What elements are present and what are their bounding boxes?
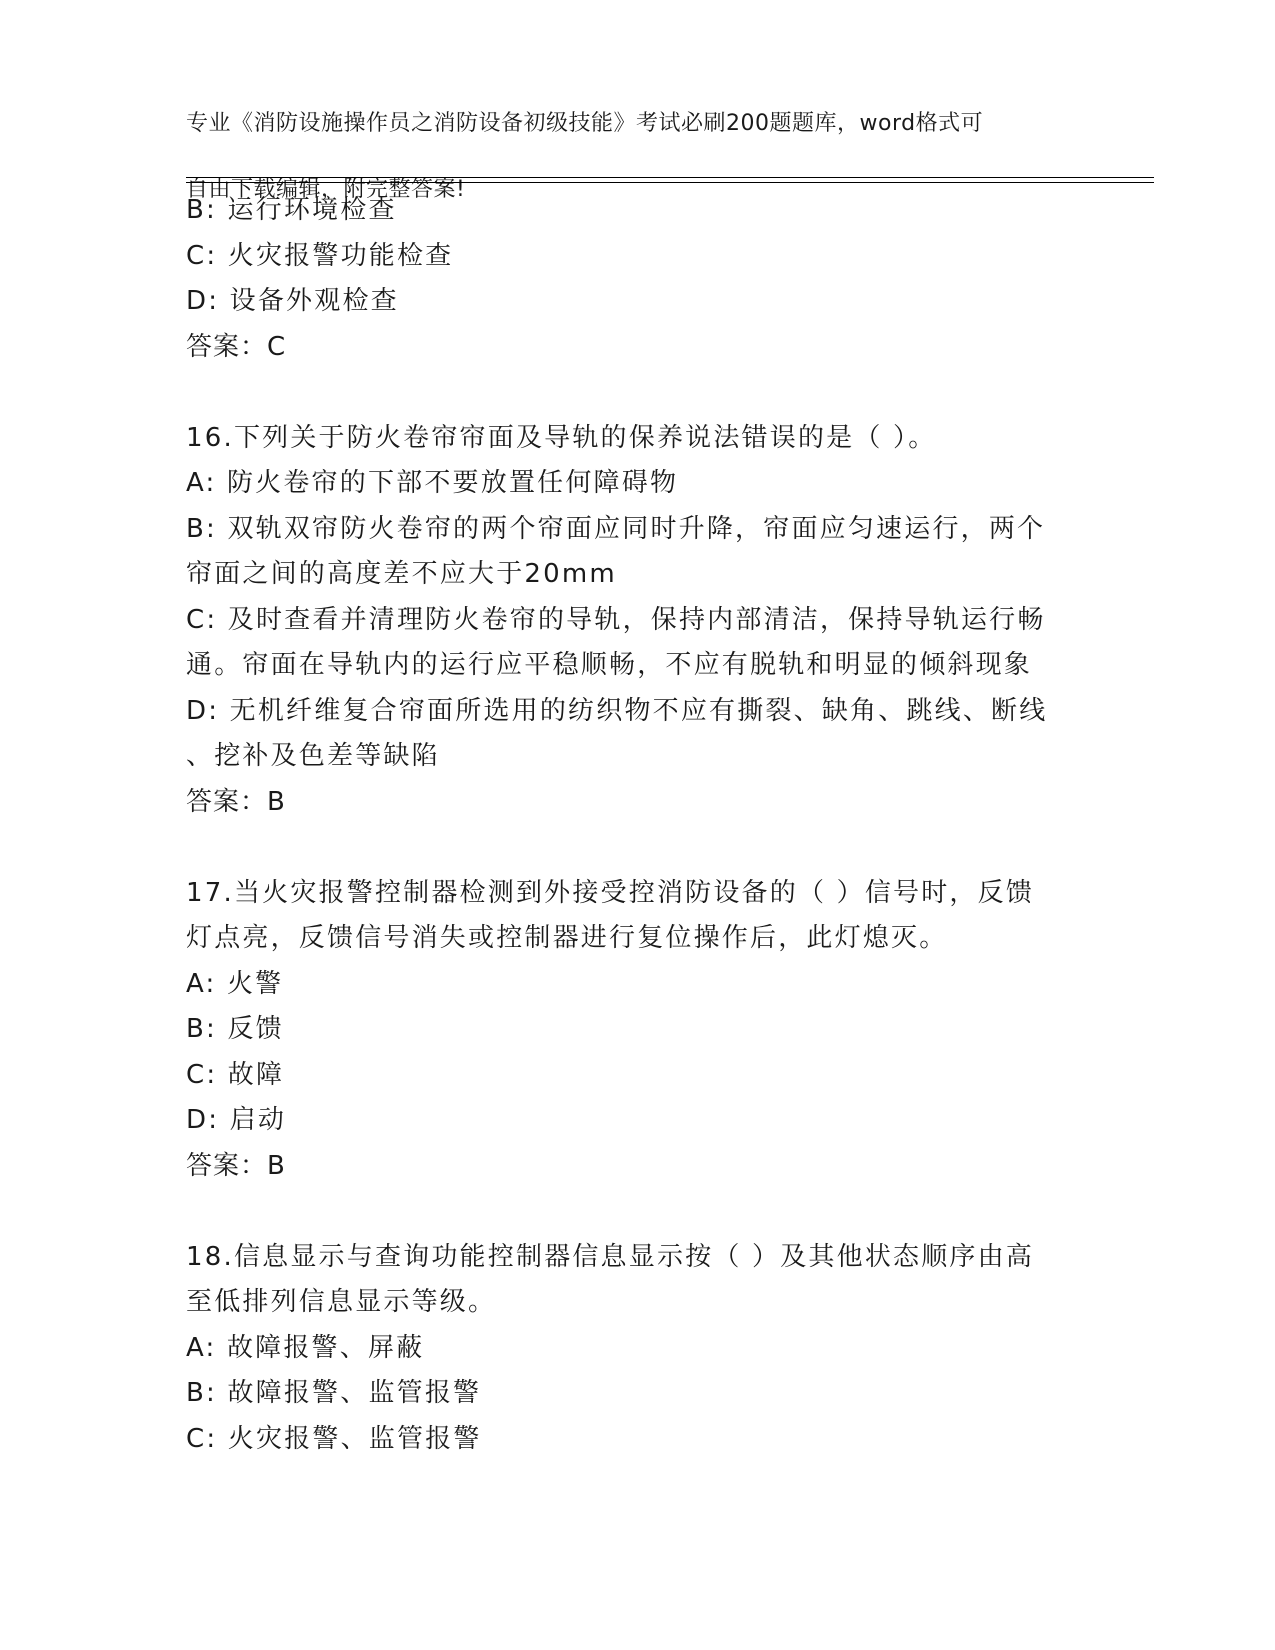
option-d-line-2: 、挖补及色差等缺陷 [186,741,440,771]
option-a: A: 防火卷帘的下部不要放置任何障碍物 [186,468,679,498]
option-a: A: 故障报警、屏蔽 [186,1332,425,1363]
header-rule-top [186,177,1154,178]
option-b: B: 运行环境检查 [186,195,397,225]
question-stem: 16.下列关于防火卷帘帘面及导轨的保养说法错误的是（ ）。 [186,422,937,453]
option-c: C: 火灾报警、监管报警 [186,1423,482,1454]
option-d: D: 启动 [186,1105,287,1135]
answer: 答案：B [186,786,286,817]
option-b-line-1: B: 双轨双帘防火卷帘的两个帘面应同时升降，帘面应匀速运行，两个 [186,513,1046,544]
answer: 答案：C [186,331,287,362]
option-d-line-1: D: 无机纤维复合帘面所选用的纺织物不应有撕裂、缺角、跳线、断线 [186,695,1048,726]
option-c: C: 火灾报警功能检查 [186,240,454,271]
option-b-line-2: 帘面之间的高度差不应大于20mm [186,559,617,589]
question-18 [186,1235,1086,1463]
header-line-1: 专业《消防设施操作员之消防设备初级技能》考试必刷200题题库，word格式可 [186,111,984,136]
option-b: B: 故障报警、监管报警 [186,1378,482,1408]
question-16 [186,416,1086,826]
question-list [186,188,1086,1462]
option-d: D: 设备外观检查 [186,286,399,316]
header-rule-bottom [186,182,1154,183]
question-15-tail [186,188,1086,370]
question-stem-line-1: 18.信息显示与查询功能控制器信息显示按（ ）及其他状态顺序由高 [186,1241,1035,1272]
option-b: B: 反馈 [186,1014,284,1044]
header-line-2: 自由下载编辑，附完整答案! [186,177,466,202]
spacer [186,1189,1086,1235]
question-stem-line-2: 灯点亮，反馈信号消失或控制器进行复位操作后，此灯熄灭。 [186,923,948,953]
option-a: A: 火警 [186,968,284,999]
option-c-line-1: C: 及时查看并清理防火卷帘的导轨，保持内部清洁，保持导轨运行畅 [186,604,1046,635]
question-stem-line-2: 至低排列信息显示等级。 [186,1287,497,1317]
spacer [186,370,1086,416]
question-stem-line-1: 17.当火灾报警控制器检测到外接受控消防设备的（ ）信号时，反馈 [186,877,1035,908]
spacer [186,825,1086,871]
option-c-line-2: 通。帘面在导轨内的运行应平稳顺畅，不应有脱轨和明显的倾斜现象 [186,650,1033,680]
answer: 答案：B [186,1150,286,1181]
question-17 [186,871,1086,1190]
option-c: C: 故障 [186,1059,285,1090]
